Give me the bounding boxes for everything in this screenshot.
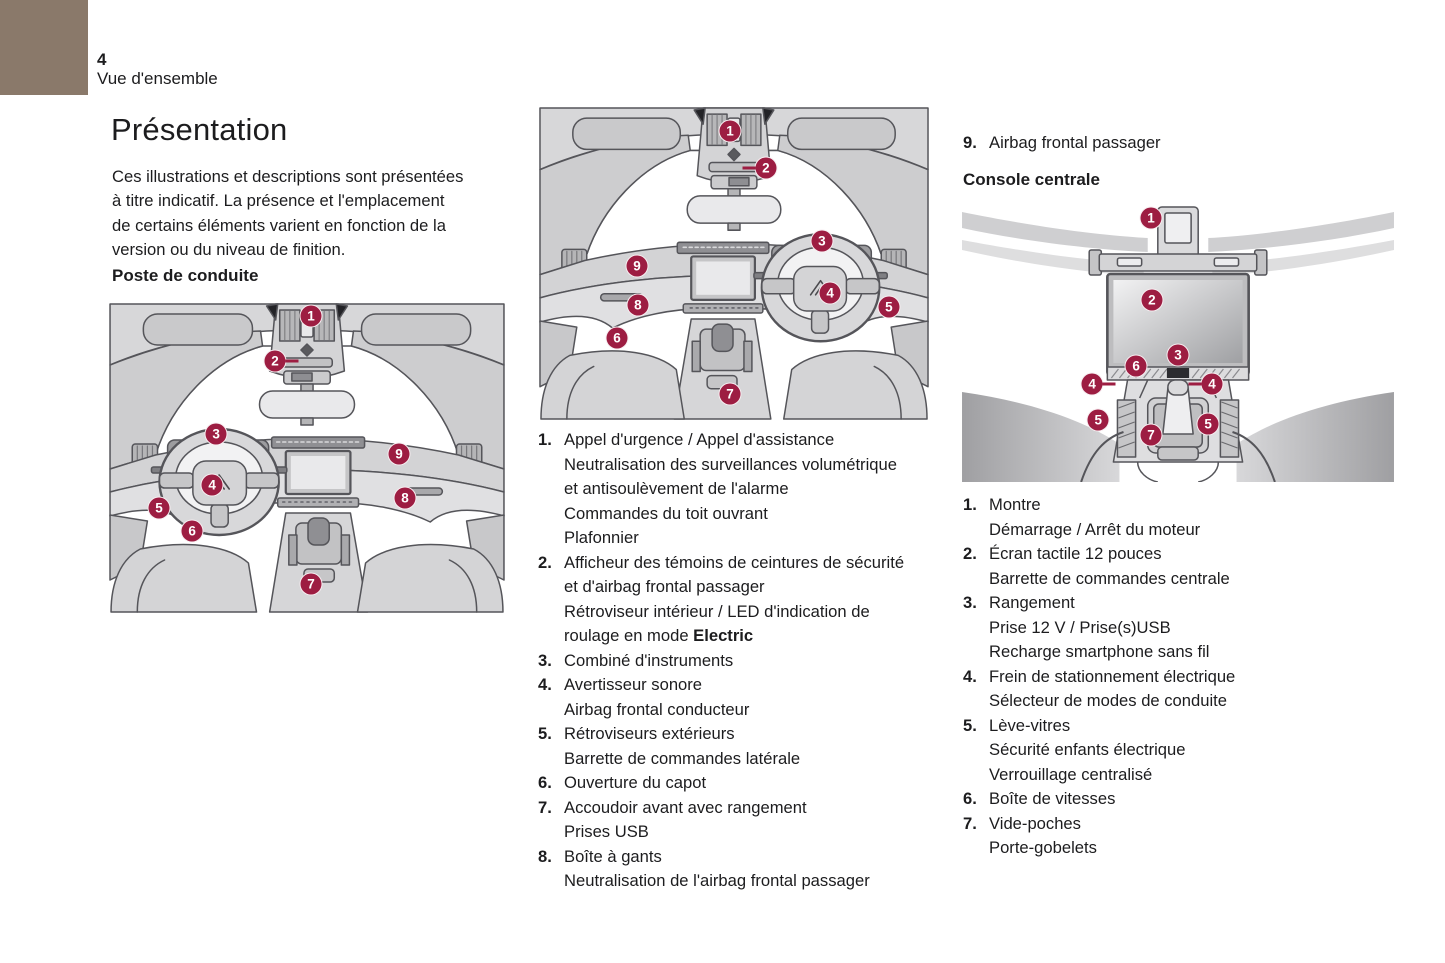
list-item-line: Avertisseur sonore	[564, 675, 703, 694]
list-item-line: Commandes du toit ouvrant	[564, 503, 768, 523]
paragraph-line: à titre indicatif. La présence et l'emplacement	[112, 191, 445, 211]
list-item-line: Neutralisation de l'airbag frontal passager	[564, 871, 870, 890]
callout-leader	[285, 360, 298, 363]
list-item	[538, 428, 943, 551]
list-item-lines	[989, 131, 1383, 156]
list-item-lines	[564, 428, 943, 551]
paragraph-line: version ou du niveau de finition.	[112, 239, 346, 259]
list-item	[963, 665, 1403, 714]
console-illustration	[960, 200, 1396, 482]
list-item-line: Plafonnier	[564, 528, 639, 547]
list-item-line: Sélecteur de modes de conduite	[989, 691, 1228, 710]
list-item-number: 6.	[538, 773, 552, 792]
paragraph-line: Ces illustrations et descriptions sont présentées	[112, 167, 464, 186]
list-item-lines	[989, 665, 1403, 714]
list-item-lines	[989, 493, 1403, 542]
list-item	[538, 649, 943, 674]
list-item-line: Boîte de vitesses	[989, 789, 1116, 808]
list-item-line: Airbag frontal passager	[989, 133, 1161, 152]
list-item-line: Ouverture du capot	[564, 773, 707, 792]
callout-2: 2	[1140, 289, 1163, 312]
list-item-number: 1.	[538, 430, 552, 449]
list-item-line: Airbag frontal conducteur	[564, 699, 750, 719]
figure-dashboard-rhd	[537, 105, 931, 420]
callout-5: 5	[877, 295, 900, 318]
list-item-lines	[989, 542, 1403, 591]
callout-2: 2	[754, 157, 777, 180]
dashboard-rhd-illustration	[537, 105, 931, 420]
list-item	[963, 812, 1403, 861]
callout-4: 4	[1081, 372, 1104, 395]
list-item-line: Afficheur des témoins de ceintures de sécurité	[564, 552, 905, 572]
page-header	[97, 50, 218, 88]
list-item	[538, 845, 943, 894]
list-item-line: Rétroviseur intérieur / LED d'indication de	[564, 601, 870, 621]
callout-5: 5	[1087, 408, 1110, 431]
callout-2: 2	[264, 349, 287, 372]
list-item-line: et antisoulèvement de l'alarme	[564, 479, 789, 498]
list-item	[538, 673, 943, 722]
callout-5: 5	[1197, 412, 1220, 435]
list-item-number: 1.	[963, 495, 977, 514]
callout-3: 3	[205, 422, 228, 445]
callout-leader	[1189, 383, 1202, 386]
callout-6: 6	[605, 327, 628, 350]
list-item	[963, 131, 1383, 156]
list-item-line: Rangement	[989, 593, 1075, 612]
list-item-number: 9.	[963, 133, 977, 152]
list-item-line: et d'airbag frontal passager	[564, 577, 765, 596]
list-item-line: Prises USB	[564, 822, 649, 841]
callout-leader	[1102, 383, 1115, 386]
callout-7: 7	[1139, 423, 1162, 446]
subheading-console-centrale: Console centrale	[963, 170, 1100, 189]
list-item-lines	[564, 845, 943, 894]
list-item-line: Frein de stationnement électrique	[989, 666, 1236, 686]
list-item-number: 4.	[963, 666, 977, 686]
callout-5: 5	[148, 496, 171, 519]
list-item-number: 2.	[538, 552, 552, 572]
list-item-number: 5.	[963, 715, 977, 735]
chapter-title: Vue d'ensemble	[97, 69, 218, 88]
list-item-line: Démarrage / Arrêt du moteur	[989, 519, 1201, 539]
list-item-number: 3.	[538, 650, 552, 670]
list-item-number: 7.	[538, 797, 552, 817]
callout-7: 7	[300, 572, 323, 595]
dashboard-callout-list	[538, 428, 943, 894]
list-item	[963, 591, 1403, 665]
list-item-number: 4.	[538, 675, 552, 694]
list-item-lines	[564, 673, 943, 722]
callout-1: 1	[300, 304, 323, 327]
list-item-line: Porte-gobelets	[989, 838, 1097, 857]
list-item	[538, 771, 943, 796]
list-item	[538, 796, 943, 845]
figure-console-centrale	[960, 200, 1396, 482]
callout-8: 8	[394, 486, 417, 509]
list-item	[963, 542, 1403, 591]
list-item-number: 6.	[963, 789, 977, 808]
intro-paragraph	[112, 165, 463, 262]
list-item-line: Prise 12 V / Prise(s)USB	[989, 617, 1171, 637]
callout-9: 9	[626, 254, 649, 277]
list-item-line: Accoudoir avant avec rangement	[564, 797, 807, 817]
list-item	[538, 551, 943, 649]
list-item-lines	[564, 722, 943, 771]
list-item-line: Barrette de commandes centrale	[989, 568, 1230, 588]
list-item-line: Lève-vitres	[989, 715, 1071, 735]
list-item-lines	[564, 649, 943, 674]
callout-4: 4	[201, 474, 224, 497]
list-item-line: Rétroviseurs extérieurs	[564, 724, 735, 743]
list-item-line: Boîte à gants	[564, 846, 662, 866]
list-item-lines	[564, 796, 943, 845]
paragraph-line: de certains éléments varient en fonction de la	[112, 215, 446, 235]
callout-1: 1	[1139, 207, 1162, 230]
page-title: Présentation	[111, 112, 288, 147]
list-item-line: Verrouillage centralisé	[989, 764, 1153, 784]
list-item-lines	[564, 551, 943, 649]
list-item-lines	[564, 771, 943, 796]
list-item-line: Recharge smartphone sans fil	[989, 642, 1210, 661]
list-item-number: 5.	[538, 724, 552, 743]
chapter-color-tab	[0, 0, 88, 95]
callout-3: 3	[1167, 344, 1190, 367]
subheading-poste-de-conduite: Poste de conduite	[112, 266, 259, 285]
page-number: 4	[97, 50, 107, 69]
list-item-line: Barrette de commandes latérale	[564, 748, 801, 768]
callout-3: 3	[810, 230, 833, 253]
list-item-line: Neutralisation des surveillances volumétrique	[564, 454, 897, 474]
callout-leader	[743, 167, 756, 170]
list-item-lines	[989, 787, 1403, 812]
list-item-lines	[989, 591, 1403, 665]
list-item-line: Montre	[989, 495, 1041, 514]
list-item	[538, 722, 943, 771]
list-item-number: 8.	[538, 846, 552, 866]
list-item-number: 7.	[963, 813, 977, 833]
list-item-line: Écran tactile 12 pouces	[989, 544, 1162, 563]
callout-7: 7	[719, 382, 742, 405]
callout-6: 6	[1125, 355, 1148, 378]
list-item-line: Combiné d'instruments	[564, 650, 734, 670]
list-item-line: Appel d'urgence / Appel d'assistance	[564, 430, 835, 449]
dashboard-lhd-illustration	[107, 301, 507, 613]
passenger-airbag-item	[963, 131, 1383, 156]
callout-1: 1	[719, 120, 742, 143]
figure-poste-de-conduite	[107, 301, 507, 613]
callout-4: 4	[819, 282, 842, 305]
list-item	[963, 714, 1403, 788]
list-item	[963, 787, 1403, 812]
callout-6: 6	[181, 519, 204, 542]
list-item-number: 3.	[963, 593, 977, 612]
callout-4: 4	[1201, 372, 1224, 395]
callout-8: 8	[626, 294, 649, 317]
console-callout-list	[963, 493, 1403, 861]
list-item-number: 2.	[963, 544, 977, 563]
list-item	[963, 493, 1403, 542]
list-item-line: roulage en mode Electric	[564, 626, 754, 645]
callout-9: 9	[388, 442, 411, 465]
list-item-line: Vide-poches	[989, 813, 1081, 833]
list-item-line: Sécurité enfants électrique	[989, 740, 1186, 759]
list-item-lines	[989, 714, 1403, 788]
list-item-lines	[989, 812, 1403, 861]
